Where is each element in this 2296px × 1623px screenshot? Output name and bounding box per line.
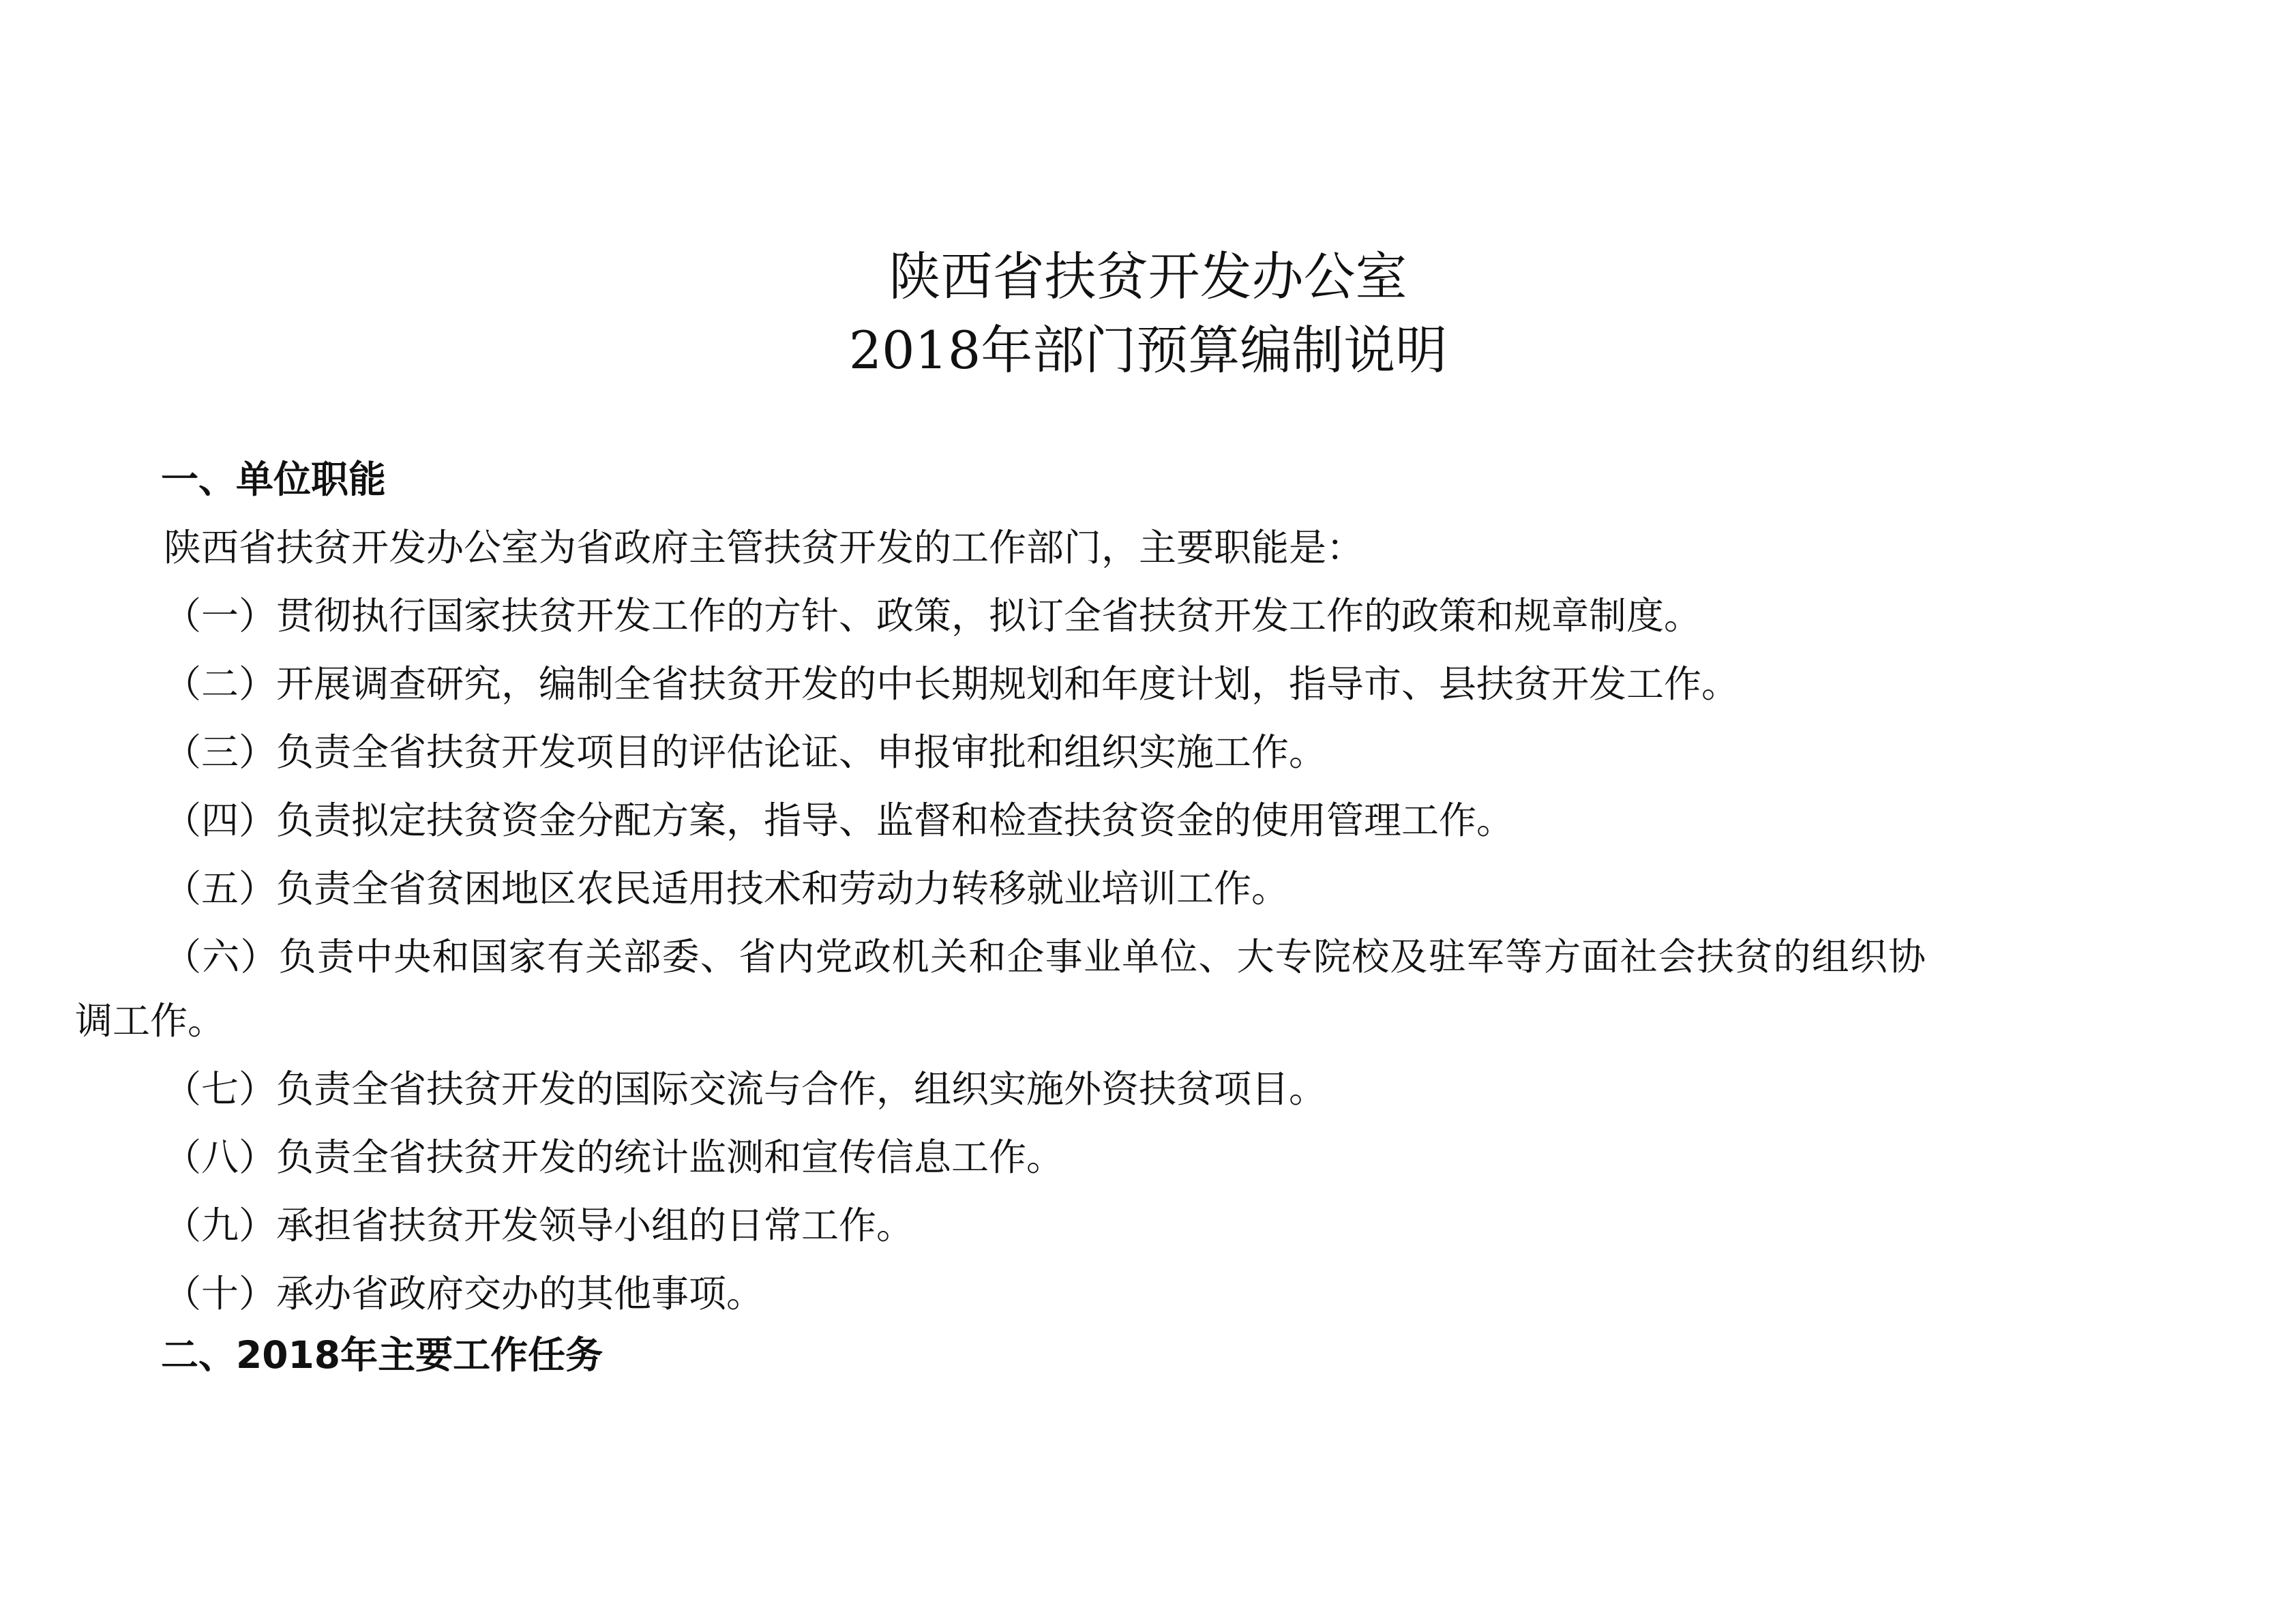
function-item-9: （九）承担省扶贫开发领导小组的日常工作。 xyxy=(164,1204,914,1247)
function-item-10: （十）承办省政府交办的其他事项。 xyxy=(164,1272,764,1315)
function-item-6-line1: （六）负责中央和国家有关部委、省内党政机关和企事业单位、大专院校及驻军等方面社会扶贫的组织协 xyxy=(164,935,1927,979)
section-heading-main-tasks: 二、2018年主要工作任务 xyxy=(161,1333,603,1377)
function-item-6-line2: 调工作。 xyxy=(75,999,226,1043)
function-item-4: （四）负责拟定扶贫资金分配方案，指导、监督和检查扶贫资金的使用管理工作。 xyxy=(164,799,1515,842)
section-intro-paragraph: 陕西省扶贫开发办公室为省政府主管扶贫开发的工作部门，主要职能是： xyxy=(164,526,1365,569)
document-title-org: 陕西省扶贫开发办公室 xyxy=(889,246,1407,307)
document-title-subject: 2018年部门预算编制说明 xyxy=(848,320,1448,381)
function-item-3: （三）负责全省扶贫开发项目的评估论证、申报审批和组织实施工作。 xyxy=(164,730,1327,774)
section-heading-unit-functions: 一、单位职能 xyxy=(161,458,387,501)
function-item-5: （五）负责全省贫困地区农民适用技术和劳动力转移就业培训工作。 xyxy=(164,867,1289,910)
function-item-2: （二）开展调查研究，编制全省扶贫开发的中长期规划和年度计划，指导市、县扶贫开发工作。 xyxy=(164,662,1740,706)
function-item-8: （八）负责全省扶贫开发的统计监测和宣传信息工作。 xyxy=(164,1135,1064,1179)
function-item-1: （一）贯彻执行国家扶贫开发工作的方针、政策，拟订全省扶贫开发工作的政策和规章制度。 xyxy=(164,594,1702,638)
function-item-7: （七）负责全省扶贫开发的国际交流与合作，组织实施外资扶贫项目。 xyxy=(164,1067,1327,1111)
